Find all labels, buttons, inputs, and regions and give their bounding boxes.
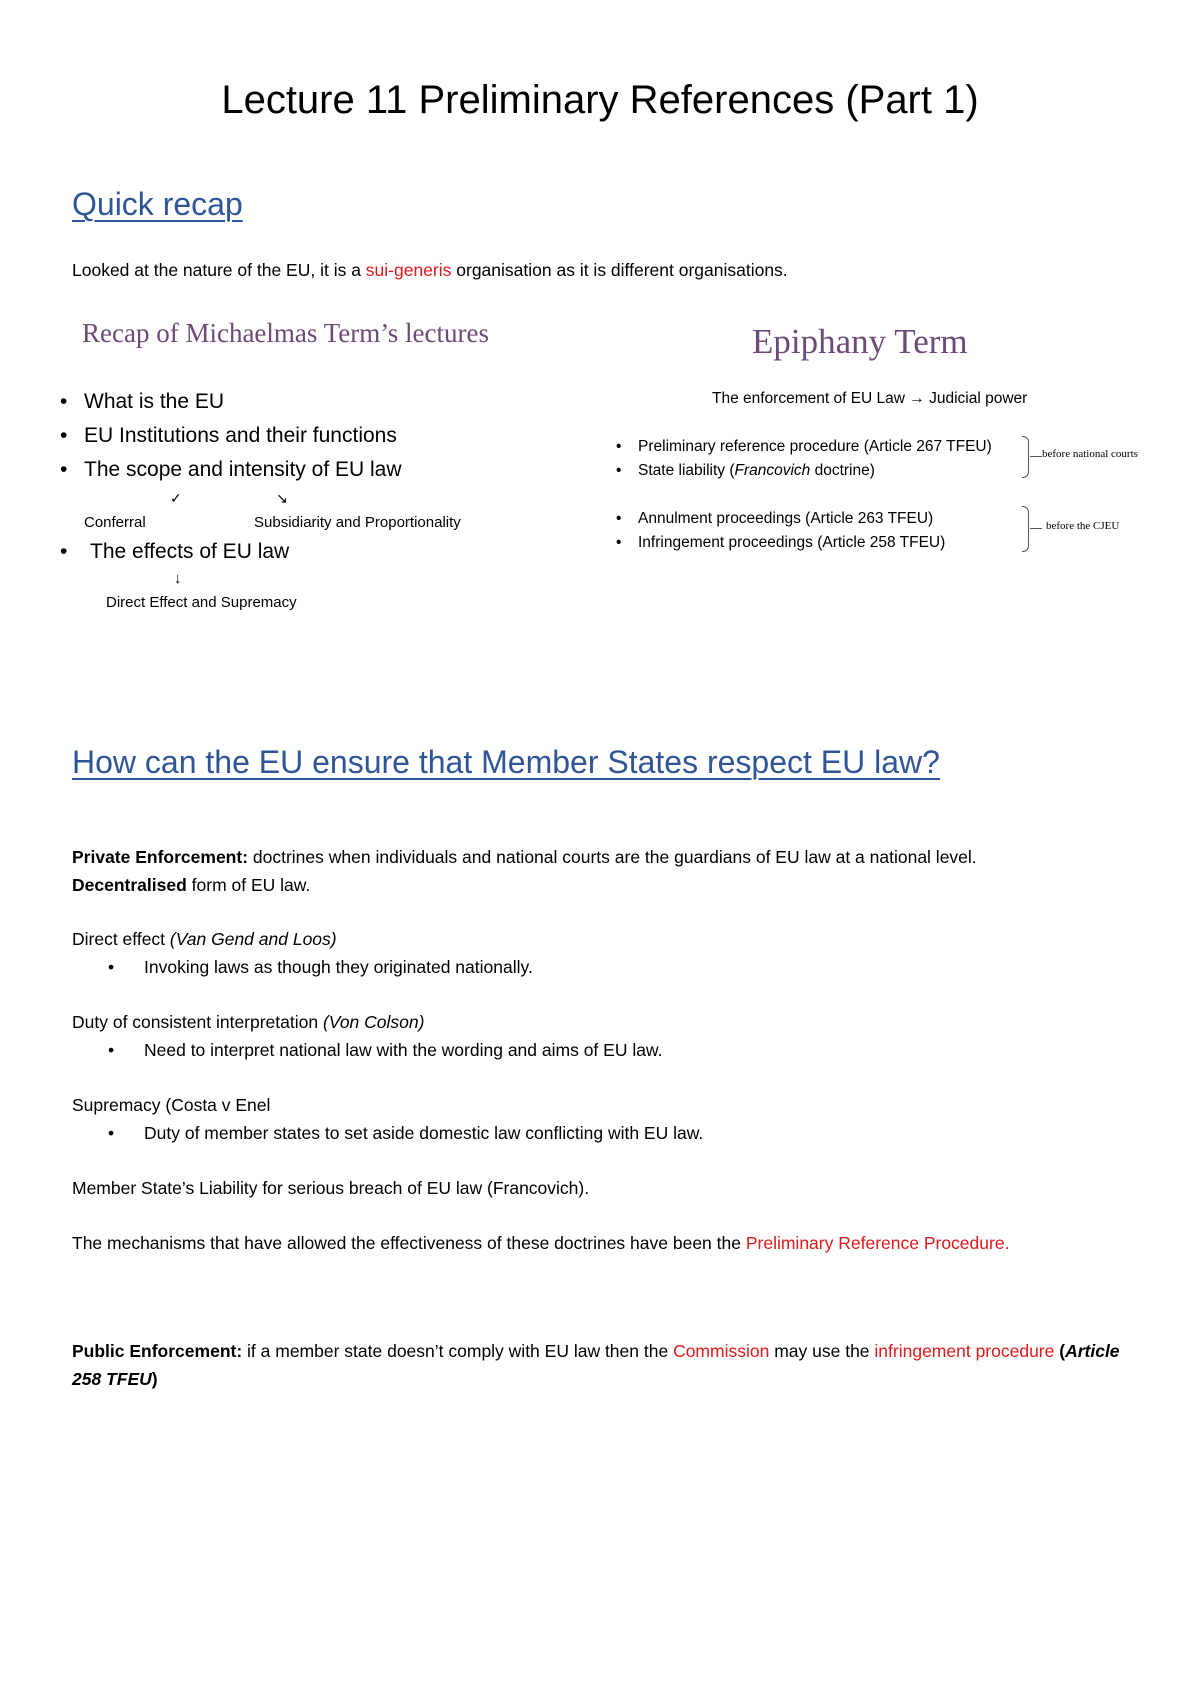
- michaelmas-item-3: • The scope and intensity of EU law: [60, 458, 402, 481]
- enforcement-heading: How can the EU ensure that Member States respect EU law?: [72, 744, 940, 780]
- liability-line: Member State’s Liability for serious breach of EU law (Francovich).: [72, 1178, 590, 1198]
- mechanisms-paragraph: The mechanisms that have allowed the effectiveness of these doctrines have been the Preliminary Reference Procedure.: [72, 1233, 1010, 1253]
- direct-effect-bullet: • Invoking laws as though they originated nationally.: [108, 957, 533, 977]
- consistent-interpretation-bullet: • Need to interpret national law with the wording and aims of EU law.: [108, 1040, 663, 1060]
- arrow-down-left-icon: ✓: [170, 490, 182, 506]
- sui-generis-term: sui-generis: [365, 260, 452, 280]
- public-enforcement-paragraph: Public Enforcement: if a member state doesn’t comply with EU law then the Commission may use the infringement procedure (Article 258 TFEU): [72, 1341, 1120, 1389]
- michaelmas-item-4: • The effects of EU law: [60, 540, 290, 563]
- direct-effect-label: Direct Effect and Supremacy: [106, 594, 297, 611]
- quick-recap-heading: Quick recap: [72, 186, 243, 222]
- consistent-interpretation-line: Duty of consistent interpretation (Von Colson): [72, 1012, 425, 1032]
- epiphany-slide-title: Epiphany Term: [752, 322, 968, 361]
- michaelmas-slide-title: Recap of Michaelmas Term’s lectures: [82, 318, 489, 348]
- brace-national-courts: [1022, 436, 1029, 478]
- infringement-procedure-term: infringement procedure: [874, 1341, 1055, 1361]
- michaelmas-item-2: • EU Institutions and their functions: [60, 424, 397, 447]
- preliminary-reference-term: Preliminary Reference Procedure.: [745, 1233, 1010, 1253]
- recap-intro: Looked at the nature of the EU, it is a sui-generis organisation as it is different organisations.: [72, 260, 788, 280]
- commission-term: Commission: [673, 1341, 770, 1361]
- before-national-courts-label: before national courts: [1042, 448, 1138, 460]
- epiphany-item-state-liability: • State liability (Francovich doctrine): [616, 462, 875, 479]
- epiphany-term-slide: [612, 318, 1172, 578]
- arrow-down-icon: ↓: [174, 570, 182, 587]
- subsidiarity-label: Subsidiarity and Proportionality: [254, 514, 461, 531]
- before-cjeu-label: before the CJEU: [1046, 520, 1120, 532]
- direct-effect-line: Direct effect (Van Gend and Loos): [72, 929, 337, 949]
- supremacy-bullet: • Duty of member states to set aside domestic law conflicting with EU law.: [108, 1123, 704, 1143]
- epiphany-item-annulment: • Annulment proceedings (Article 263 TFEU): [616, 510, 934, 527]
- epiphany-subtitle: The enforcement of EU Law → Judicial power: [712, 390, 1028, 407]
- page-title: Lecture 11 Preliminary References (Part 1): [221, 78, 979, 122]
- private-enforcement-paragraph: Private Enforcement: doctrines when individuals and national courts are the guardians of EU law at a national level. Decentralised form of EU law.: [72, 847, 977, 895]
- conferral-label: Conferral: [84, 514, 146, 531]
- arrow-down-right-icon: ↘: [276, 490, 288, 506]
- michaelmas-item-1: • What is the EU: [60, 390, 225, 413]
- epiphany-item-infringement: • Infringement proceedings (Article 258 TFEU): [616, 534, 946, 551]
- michaelmas-recap-slide: [56, 318, 616, 618]
- supremacy-line: Supremacy (Costa v Enel: [72, 1095, 271, 1115]
- brace-cjeu: [1022, 506, 1029, 552]
- epiphany-item-preliminary: • Preliminary reference procedure (Article 267 TFEU): [616, 438, 992, 455]
